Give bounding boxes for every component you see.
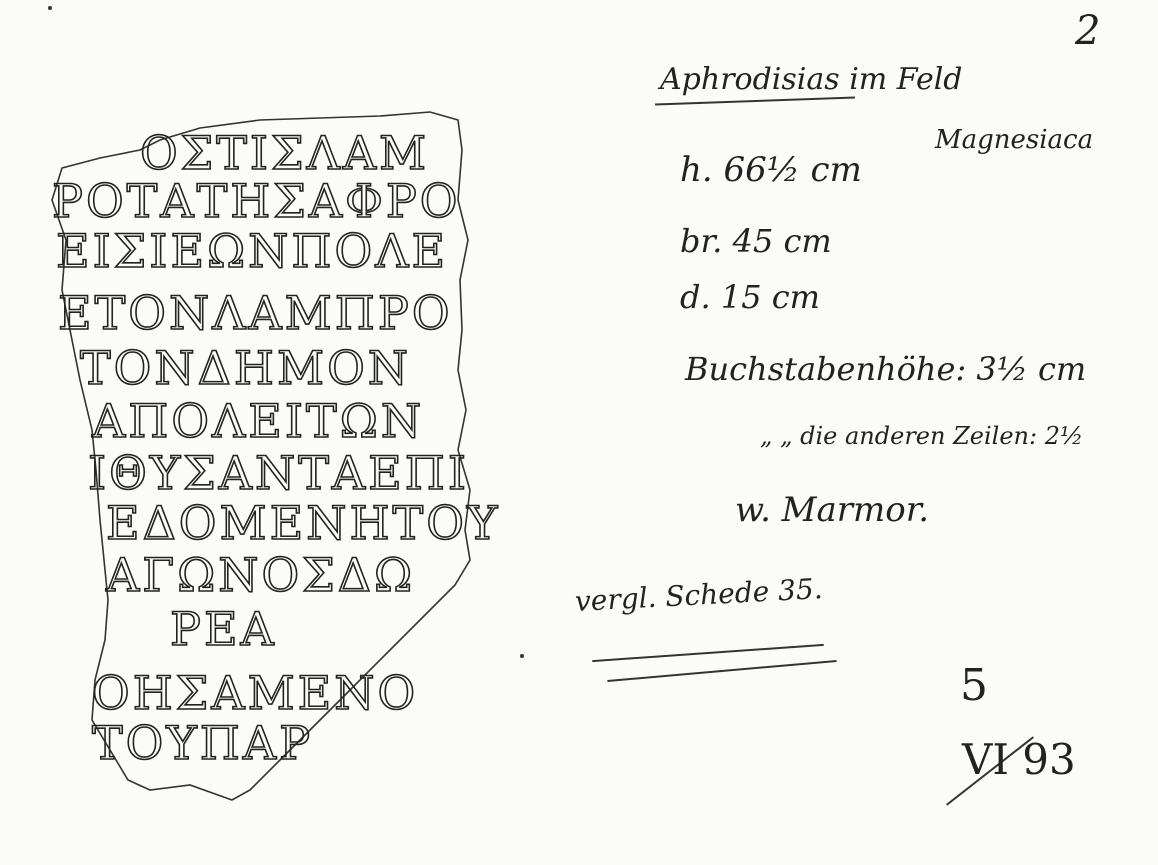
- note-title: Aphrodisias im Feld: [660, 62, 963, 97]
- note-material: w. Marmor.: [735, 490, 930, 530]
- inscription-line: ΡΟΤΑΤΗΣΑΦΡΟ: [52, 174, 461, 228]
- note-magnesiaca: Magnesiaca: [935, 125, 1094, 155]
- note-number: 5: [960, 660, 988, 711]
- note-breadth: br. 45 cm: [680, 222, 832, 260]
- inscription-line: ΤΟΥΠΑΡ: [92, 716, 314, 770]
- inscription-line: ΙΘΥΣΑΝΤΑΕΠΙ: [88, 446, 470, 500]
- note-reference: vergl. Schede 35.: [574, 572, 824, 618]
- inscription-line: ΕΙΣΙΕΩΝΠΟΛΕ: [56, 224, 449, 278]
- note-date: VI 93: [962, 735, 1076, 784]
- ink-dot: [520, 654, 524, 658]
- inscription-line: ΑΓΩΝΟΣΔΩ: [106, 548, 416, 602]
- inscription-line: ΟΣΤΙΣΛΑΜ: [140, 126, 430, 180]
- ink-dot: [48, 6, 52, 10]
- inscription-line: ΕΔΟΜΕΝΗΤΟΥ: [106, 496, 501, 550]
- inscription-line: ΕΤΟΝΛΑΜΠΡΟ: [58, 286, 453, 340]
- inscription-line: ΟΗΣΑΜΕΝΟ: [92, 666, 419, 720]
- inscription-line: ΡΕΑ: [170, 602, 277, 656]
- note-other-lines: „ „ die anderen Zeilen: 2½: [760, 422, 1084, 450]
- note-height: h. 66½ cm: [680, 150, 862, 190]
- inscription-line: ΑΠΟΛΕΙΤΩΝ: [92, 394, 425, 448]
- note-depth: d. 15 cm: [680, 278, 820, 316]
- note-letter-height: Buchstabenhöhe: 3½ cm: [685, 350, 1087, 388]
- corner-mark: 2: [1075, 8, 1101, 54]
- inscription-line: ΤΟΝΔΗΜΟΝ: [80, 341, 412, 395]
